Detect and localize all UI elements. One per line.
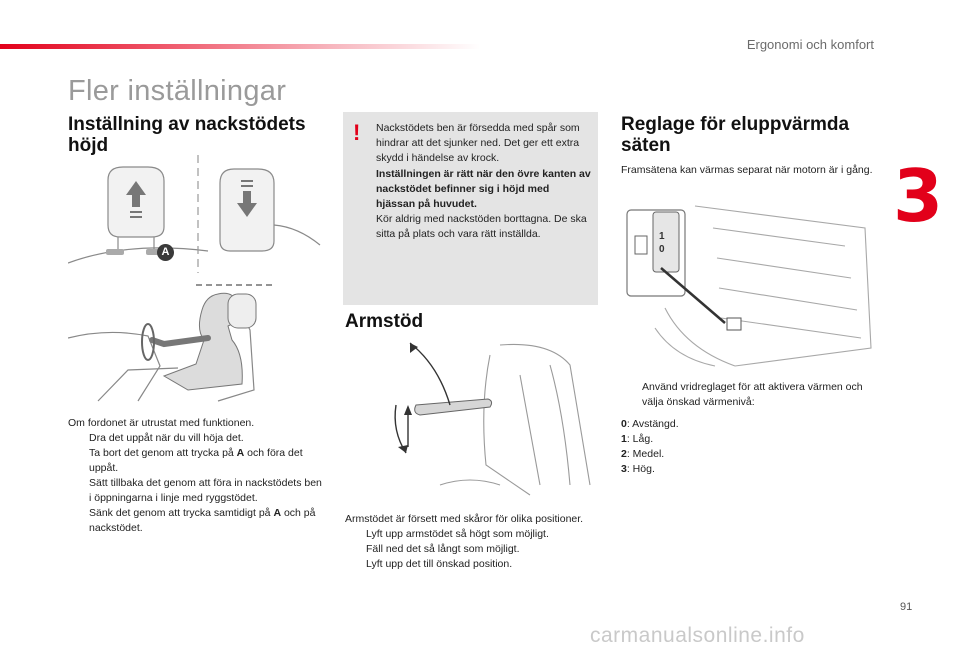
- neck-support-text: [68, 416, 323, 536]
- list-item: Fäll ned det så långt som möjligt.: [366, 543, 520, 555]
- page-number: 91: [900, 601, 913, 613]
- warning-box: [343, 112, 598, 305]
- list-item: Lyft upp armstödet så högt som möjligt.: [366, 528, 549, 540]
- heated-seat-illustration: [625, 198, 875, 370]
- neck-support-heading: Inställning av nackstödets höjd: [68, 114, 306, 156]
- callout-a: [157, 244, 174, 261]
- armrest-illustration: [380, 335, 600, 505]
- heat-levels: [621, 417, 821, 477]
- heat-level: 0: Avstängd.: [621, 418, 679, 430]
- warning-text-1: Nackstödets ben är försedda med spår som hindrar att det sjunker ned. Det ger ett extra skydd i händelse av krock.: [376, 122, 580, 165]
- watermark: carmanualsonline.info: [590, 624, 805, 647]
- list-item: Lyft upp det till önskad position.: [366, 558, 513, 570]
- armrest-text: [345, 512, 595, 572]
- list-item: Sänk det genom att trycka samtidigt på A och på nackstödet.: [89, 507, 316, 534]
- armrest-steps: [345, 527, 595, 572]
- callout-a-label: A: [161, 246, 170, 258]
- heat-level: 1: Låg.: [621, 433, 654, 445]
- top-accent-bar: [0, 44, 480, 49]
- warning-bold: Inställningen är rätt när den övre kanten av nackstödet befinner sig i höjd med hjässan på huvudet.: [376, 167, 591, 211]
- heated-seats-instruction: [621, 380, 881, 410]
- heat-level: 2: Medel.: [621, 448, 665, 460]
- list-item: Ta bort det genom att trycka på A och föra det uppåt.: [89, 447, 303, 474]
- list-item: Dra det uppåt när du vill höja det.: [89, 432, 244, 444]
- section-title: Ergonomi och komfort: [746, 37, 874, 52]
- neck-support-intro: Om fordonet är utrustat med funktionen.: [68, 417, 255, 429]
- warning-icon: !: [353, 120, 361, 145]
- chapter-number: 3: [893, 154, 944, 238]
- list-item: Använd vridreglaget för att aktivera värmen och välja önskad värmenivå:: [642, 381, 863, 408]
- page-title: Fler inställningar: [68, 75, 287, 107]
- warning-text: [376, 121, 591, 243]
- heated-seats-intro: Framsätena kan värmas separat när motorn är i gång.: [621, 164, 873, 176]
- heated-seats-heading: Reglage för eluppvärmda säten: [621, 114, 850, 156]
- armrest-intro: Armstödet är försett med skåror för olika positioner.: [345, 513, 584, 525]
- heat-dial-label-1: 1: [659, 231, 665, 242]
- heat-dial-label-0: 0: [659, 244, 665, 255]
- heat-level: 3: Hög.: [621, 463, 655, 475]
- armrest-heading: Armstöd: [345, 311, 424, 332]
- neck-support-steps: [68, 431, 323, 536]
- warning-text-2: Kör aldrig med nackstöden borttagna. De ska sitta på plats och vara rätt inställda.: [376, 213, 587, 241]
- driver-posture-illustration: [68, 280, 278, 402]
- headrest-illustration: [68, 155, 328, 275]
- list-item: Sätt tillbaka det genom att föra in nackstödets ben i öppningarna i linje med ryggstödet.: [89, 477, 322, 504]
